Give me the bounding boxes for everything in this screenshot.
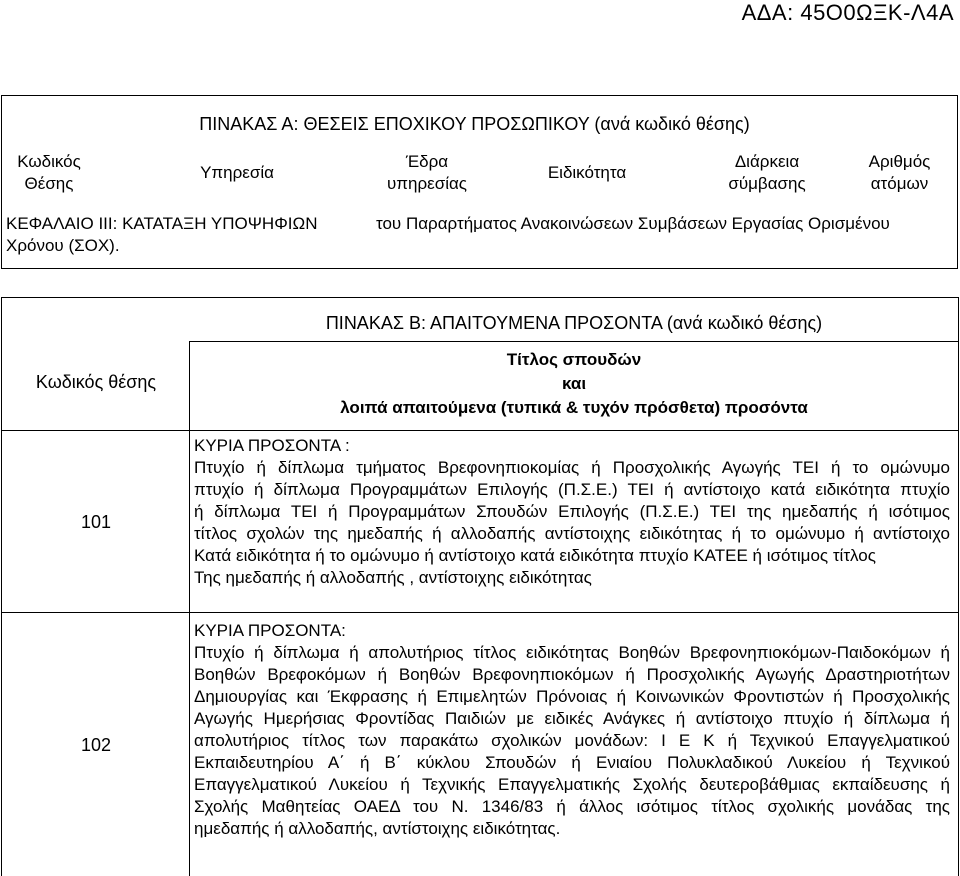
column-divider (189, 341, 190, 876)
text-line: ή δίπλωμα ΤΕΙ ή Προγραμμάτων Σπουδών Επιλογής (Π.Σ.Ε.) ΤΕΙ της ημεδαπής ή ισότιμος (194, 502, 950, 521)
table-b-title: ΠΙΝΑΚΑΣ Β: ΑΠΑΙΤΟΥΜΕΝΑ ΠΡΟΣΟΝΤΑ (ανά κωδικό θέσης) (325, 313, 823, 333)
header-seat: Έδρα υπηρεσίας (386, 152, 468, 193)
notice-line2: Χρόνου (ΣΟΧ). (6, 236, 120, 255)
code-header: Κωδικός θέσης (35, 372, 157, 392)
row-requirements-102 (194, 620, 950, 840)
text-line: Εκπαιδευτηρίου Α΄ ή Β΄ κύκλου Σπουδών ή Ενιαίου Πολυκλαδικού Λυκείου ή Τεχνικού (194, 753, 950, 772)
notice-right: του Παραρτήματος Ανακοινώσεων Συμβάσεων Εργασίας Ορισμένου (376, 214, 890, 233)
table-a-title: ΠΙΝΑΚΑΣ Α: ΘΕΣΕΙΣ ΕΠΟΧΙΚΟΥ ΠΡΟΣΩΠΙΚΟΥ (ανά κωδικό θέσης) (199, 114, 750, 134)
text-line: Κατά ειδικότητα ή το ομώνυμο ή αντίστοιχο κατά ειδικότητα πτυχίο ΚΑΤΕΕ ή ισότιμος τίτλος (194, 546, 876, 565)
qualifications-label: ΚΥΡΙΑ ΠΡΟΣΟΝΤΑ: (194, 621, 346, 640)
text-line: ημεδαπής ή αλλοδαπής, αντίστοιχης ειδικότητας. (194, 819, 561, 838)
text-line: Βοηθών Βρεφοκόμων ή Βοηθών Βρεφονηπιοκόμων ή Προσχολικής Αγωγής Δραστηριοτήτων (194, 665, 950, 684)
table-a (1, 95, 958, 269)
text-line: Της ημεδαπής ή αλλοδαπής , αντίστοιχης ειδικότητας (194, 568, 592, 587)
text-line: Δημιουργίας και Έκφρασης ή Επιμελητών Πρόνοιας ή Κοινωνικών Φροντιστών ή Προσχολικής (194, 687, 950, 706)
text-line: Αγωγής Ημερήσιας Φροντίδας Παιδιών με ειδικές Ανάγκες ή αντίστοιχο πτυχίο ή δίπλωμα ή (194, 709, 950, 728)
text-line: Επαγγελματικού Λυκείου ή Τεχνικής Επαγγελματικής Σχολής δευτεροβάθμιας εκπαίδευσης ή (194, 775, 950, 794)
divider (190, 341, 958, 342)
divider (2, 430, 958, 431)
row-code-101: 101 (80, 512, 112, 532)
text-line: πτυχίο ή δίπλωμα Προγραμμάτων Επιλογής (Π.Σ.Ε.) ΤΕΙ ή αντίστοιχο κατά ειδικότητα πτυχίο (194, 480, 950, 499)
text-line: Πτυχίο ή δίπλωμα ή απολυτήριος τίτλος ειδικότητας Βοηθών Βρεφονηπιοκόμων-Παιδοκόμων ή (194, 643, 950, 662)
requirements-header: Τίτλος σπουδών και λοιπά απαιτούμενα (τυπικά & τυχόν πρόσθετα) προσόντα (340, 350, 808, 417)
ada-identifier: ΑΔΑ: 45Ο0ΩΞΚ-Λ4Α (741, 0, 954, 25)
divider (2, 612, 958, 613)
header-specialty: Ειδικότητα (547, 163, 627, 182)
row-requirements-101 (194, 435, 950, 589)
notice-left: ΚΕΦΑΛΑΙΟ ΙΙΙ: ΚΑΤΑΤΑΞΗ ΥΠΟΨΗΦΙΩΝ (6, 214, 318, 233)
notice-text (6, 213, 890, 257)
header-service: Υπηρεσία (200, 163, 274, 182)
qualifications-label: ΚΥΡΙΑ ΠΡΟΣΟΝΤΑ : (194, 436, 350, 455)
header-duration: Διάρκεια σύμβασης (728, 152, 806, 193)
table-b (1, 297, 959, 876)
header-code: Κωδικός Θέσης (17, 152, 81, 193)
header-count: Αριθμός ατόμων (868, 152, 931, 193)
text-line: απολυτήριος τίτλος των παρακάτω σχολικών μονάδων: Ι Ε Κ ή Τεχνικού Επαγγελματικού (194, 731, 950, 750)
text-line: τίτλος σχολών της ημεδαπής ή αλλοδαπής αντίστοιχης ειδικότητας ή το ομώνυμο ή αντίστοιχο (194, 524, 950, 543)
text-line: Πτυχίο ή δίπλωμα τμήματος Βρεφονηπιοκομίας ή Προσχολικής Αγωγής ΤΕΙ ή το ομώνυμο (194, 458, 950, 477)
row-code-102: 102 (80, 735, 112, 755)
text-line: Σχολής Μαθητείας ΟΑΕΔ του Ν. 1346/83 ή άλλος ισότιμος τίτλος σχολικής μονάδας της (194, 797, 950, 816)
